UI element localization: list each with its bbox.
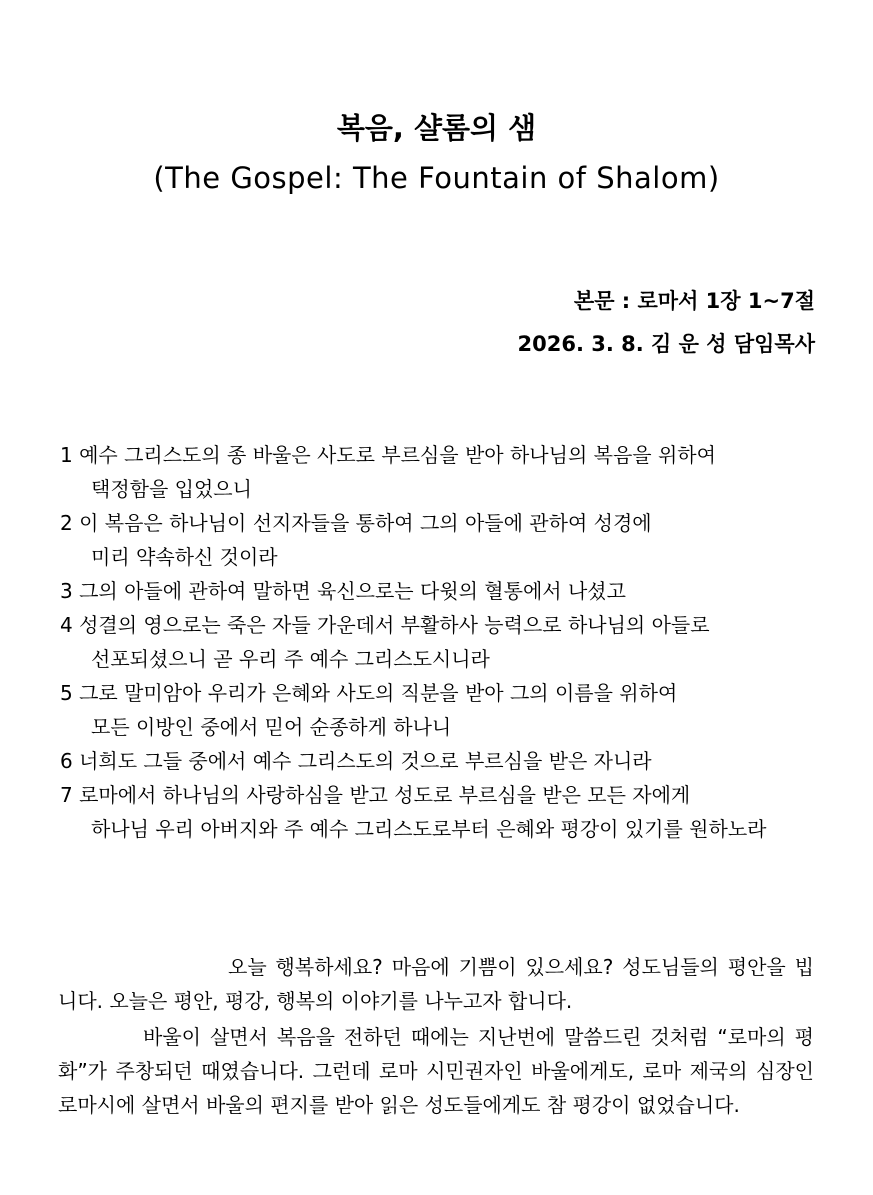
- verse-continuation: 택정함을 입었으니: [91, 477, 252, 501]
- verse-1: [60, 438, 830, 506]
- verse-continuation: 미리 약속하신 것이라: [91, 545, 278, 569]
- sermon-title-korean: 복음, 샬롬의 샘: [336, 111, 537, 145]
- verse-continuation: 하나님 우리 아버지와 주 예수 그리스도로부터 은혜와 평강이 있기를 원하노라: [91, 817, 767, 841]
- verse-2: [60, 506, 830, 574]
- verse-7: [60, 778, 830, 846]
- verse-4: [60, 608, 830, 676]
- scripture-verses: [60, 438, 830, 846]
- sermon-title-english: (The Gospel: The Fountain of Shalom): [153, 161, 720, 195]
- verse-6: [60, 744, 830, 778]
- verse-line: 2 이 복음은 하나님이 선지자들을 통하여 그의 아들에 관하여 성경에: [60, 511, 652, 535]
- verse-line: 1 예수 그리스도의 종 바울은 사도로 부르심을 받아 하나님의 복음을 위하여: [60, 443, 716, 467]
- date-and-pastor: 2026. 3. 8. 김 운 성 담임목사: [517, 332, 815, 356]
- sermon-body: [58, 950, 814, 1124]
- verse-line: 6 너희도 그들 중에서 예수 그리스도의 것으로 부르심을 받은 자니라: [60, 749, 652, 773]
- verse-continuation: 모든 이방인 중에서 믿어 순종하게 하나니: [91, 715, 452, 739]
- scripture-reference: 본문 : 로마서 1장 1~7절: [573, 289, 815, 313]
- body-paragraph-1: 오늘 행복하세요? 마음에 기쁨이 있으세요? 성도님들의 평안을 빕니다. 오늘은 평안, 평강, 행복의 이야기를 나누고자 합니다.: [58, 955, 814, 1013]
- verse-continuation: 선포되셨으니 곧 우리 주 예수 그리스도시니라: [91, 647, 490, 671]
- verse-3: [60, 574, 830, 608]
- verse-line: 5 그로 말미암아 우리가 은혜와 사도의 직분을 받아 그의 이름을 위하여: [60, 681, 678, 705]
- verse-line: 3 그의 아들에 관하여 말하면 육신으로는 다윗의 혈통에서 나셨고: [60, 579, 626, 603]
- body-paragraph-2: 바울이 살면서 복음을 전하던 때에는 지난번에 말씀드린 것처럼 “로마의 평화”가 주창되던 때였습니다. 그런데 로마 시민권자인 바울에게도, 로마 제국의 심장인 로마시에 살면서 바울의 편지를 받아 읽은 성도들에게도 참 평강이 없었습니다.: [58, 1025, 814, 1117]
- verse-5: [60, 676, 830, 744]
- title-block: [0, 106, 873, 200]
- verse-line: 4 성결의 영으로는 죽은 자들 가운데서 부활하사 능력으로 하나님의 아들로: [60, 613, 710, 637]
- sermon-meta: [518, 284, 815, 370]
- verse-line: 7 로마에서 하나님의 사랑하심을 받고 성도로 부르심을 받은 모든 자에게: [60, 783, 691, 807]
